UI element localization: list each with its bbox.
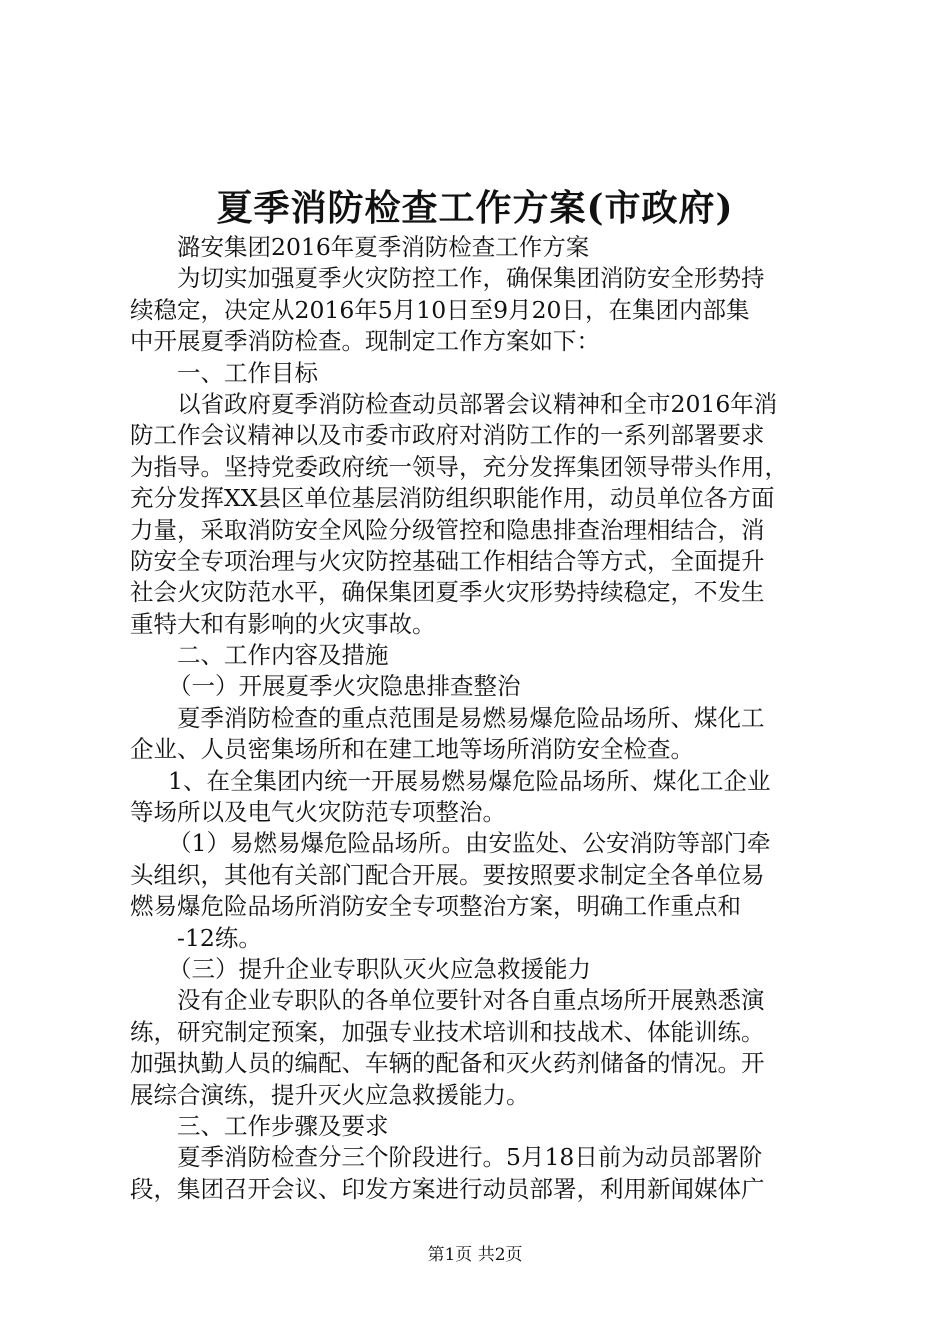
paragraph-line: 中开展夏季消防检查。现制定工作方案如下：	[130, 327, 600, 356]
paragraph-line: 没有企业专职队的各单位要针对各自重点场所开展熟悉演	[177, 986, 765, 1015]
page-number-footer: 第1页 共2页	[427, 1245, 523, 1265]
section-heading: 一、工作目标	[177, 358, 318, 387]
paragraph-line: 充分发挥XX县区单位基层消防组织职能作用，动员单位各方面	[130, 484, 775, 513]
paragraph-line: 头组织，其他有关部门配合开展。要按照要求制定全各单位易	[130, 860, 765, 889]
paragraph-line: 力量，采取消防安全风险分级管控和隐患排查治理相结合，消	[130, 515, 765, 544]
paragraph-line: 企业、人员密集场所和在建工地等场所消防安全检查。	[130, 735, 694, 764]
document-title: 夏季消防检查工作方案(市政府)	[216, 187, 734, 229]
paragraph-line: 1、在全集团内统一开展易燃易爆危险品场所、煤化工企业	[168, 766, 771, 795]
paragraph-line: 以省政府夏季消防检查动员部署会议精神和全市2016年消	[177, 389, 778, 418]
paragraph-line: 展综合演练，提升灭火应急救援能力。	[130, 1080, 530, 1109]
paragraph-line: 等场所以及电气火灾防范专项整治。	[130, 798, 506, 827]
paragraph-line: 夏季消防检查分三个阶段进行。5月18日前为动员部署阶	[177, 1143, 763, 1172]
paragraph-line: -12练。	[177, 923, 262, 952]
subsection-heading: （三）提升企业专职队灭火应急救援能力	[168, 954, 591, 983]
paragraph-line: 社会火灾防范水平，确保集团夏季火灾形势持续稳定，不发生	[130, 578, 765, 607]
paragraph-line: 夏季消防检查的重点范围是易燃易爆危险品场所、煤化工	[177, 703, 765, 732]
paragraph-line: 续稳定，决定从2016年5月10日至9月20日，在集团内部集	[130, 295, 750, 324]
paragraph-line: 为指导。坚持党委政府统一领导，充分发挥集团领导带头作用，	[130, 452, 788, 481]
paragraph-line: 为切实加强夏季火灾防控工作，确保集团消防安全形势持	[177, 264, 765, 293]
paragraph-line: 段，集团召开会议、印发方案进行动员部署，利用新闻媒体广	[130, 1174, 765, 1203]
paragraph-line: （1）易燃易爆危险品场所。由安监处、公安消防等部门牵	[168, 829, 771, 858]
paragraph-line: 防工作会议精神以及市委市政府对消防工作的一系列部署要求	[130, 421, 765, 450]
section-heading: 二、工作内容及措施	[177, 641, 389, 670]
paragraph-line: 重特大和有影响的火灾事故。	[130, 609, 436, 638]
subtitle-line: 潞安集团2016年夏季消防检查工作方案	[177, 233, 590, 261]
paragraph-line: 练，研究制定预案，加强专业技术培训和技战术、体能训练。	[130, 1017, 765, 1046]
section-heading: 三、工作步骤及要求	[177, 1111, 389, 1140]
document-body	[130, 232, 830, 1205]
paragraph-line: 燃易爆危险品场所消防安全专项整治方案，明确工作重点和	[130, 892, 741, 921]
subsection-heading: （一）开展夏季火灾隐患排查整治	[168, 672, 521, 701]
paragraph-line: 加强执勤人员的编配、车辆的配备和灭火药剂储备的情况。开	[130, 1049, 765, 1078]
paragraph-line: 防安全专项治理与火灾防控基础工作相结合等方式，全面提升	[130, 546, 765, 575]
